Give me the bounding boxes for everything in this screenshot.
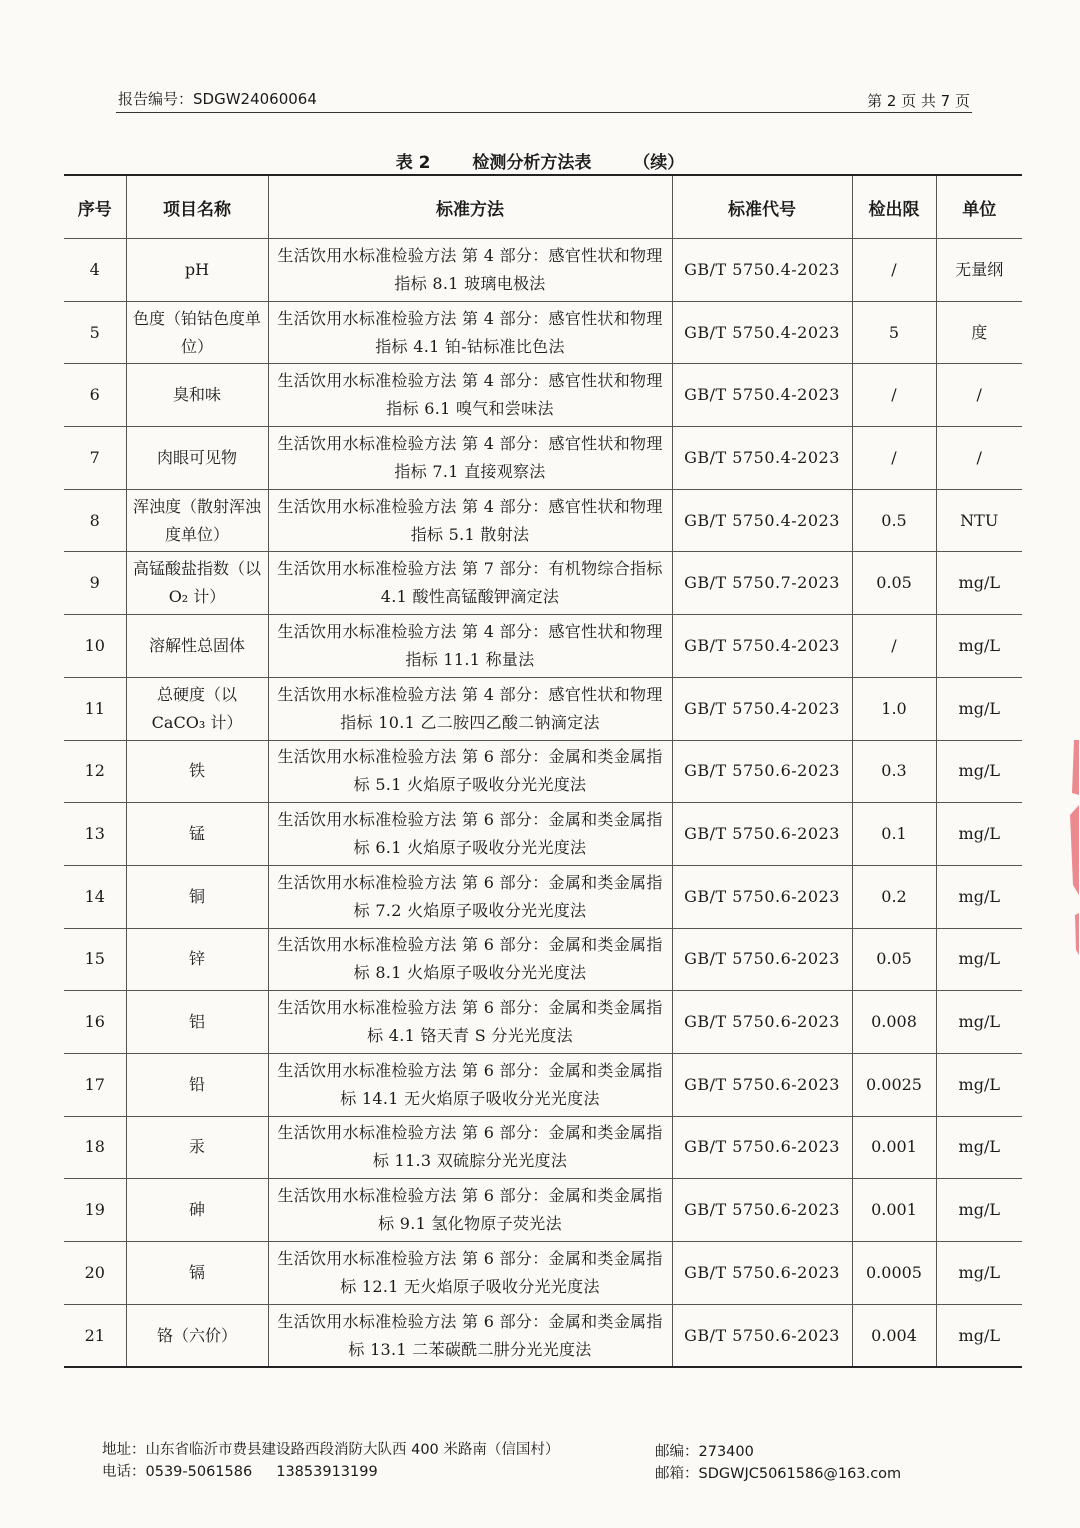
cell-row-number: 14 [64,865,126,928]
cell-unit: mg/L [936,1053,1022,1116]
table-row [64,301,1022,364]
cell-method: 生活饮用水标准检验方法 第 7 部分：有机物综合指标 4.1 酸性高锰酸钾滴定法 [268,552,672,615]
cell-unit: mg/L [936,1242,1022,1305]
cell-item-name: 汞 [126,1116,268,1179]
cell-unit: mg/L [936,865,1022,928]
cell-unit: mg/L [936,615,1022,678]
cell-method: 生活饮用水标准检验方法 第 6 部分：金属和类金属指标 4.1 铬天青 S 分光光度法 [268,991,672,1054]
cell-limit: 0.5 [852,489,936,552]
cell-unit: / [936,427,1022,490]
table-header-row [64,175,1022,239]
cell-item-name: 色度（铂钴色度单位） [126,301,268,364]
cell-code: GB/T 5750.4-2023 [672,489,852,552]
cell-method: 生活饮用水标准检验方法 第 4 部分：感官性状和物理指标 7.1 直接观察法 [268,427,672,490]
cell-limit: 0.008 [852,991,936,1054]
table-row [64,1179,1022,1242]
cell-method: 生活饮用水标准检验方法 第 6 部分：金属和类金属指标 14.1 无火焰原子吸收分光光度法 [268,1053,672,1116]
col-header-limit: 检出限 [852,175,936,239]
cell-item-name: pH [126,239,268,302]
cell-row-number: 7 [64,427,126,490]
cell-row-number: 19 [64,1179,126,1242]
cell-item-name: 锰 [126,803,268,866]
cell-code: GB/T 5750.6-2023 [672,740,852,803]
cell-item-name: 臭和味 [126,364,268,427]
cell-row-number: 9 [64,552,126,615]
cell-item-name: 锌 [126,928,268,991]
cell-limit: 0.0005 [852,1242,936,1305]
cell-method: 生活饮用水标准检验方法 第 4 部分：感官性状和物理指标 8.1 玻璃电极法 [268,239,672,302]
cell-method: 生活饮用水标准检验方法 第 6 部分：金属和类金属指标 11.3 双硫腙分光光度法 [268,1116,672,1179]
cell-method: 生活饮用水标准检验方法 第 4 部分：感官性状和物理指标 6.1 嗅气和尝味法 [268,364,672,427]
cell-item-name: 砷 [126,1179,268,1242]
cell-method: 生活饮用水标准检验方法 第 6 部分：金属和类金属指标 12.1 无火焰原子吸收分光光度法 [268,1242,672,1305]
col-header-code: 标准代号 [672,175,852,239]
table-caption [0,148,1080,173]
cell-limit: / [852,615,936,678]
cell-unit: mg/L [936,991,1022,1054]
table-row [64,1053,1022,1116]
cell-item-name: 镉 [126,1242,268,1305]
cell-limit: / [852,364,936,427]
cell-method: 生活饮用水标准检验方法 第 4 部分：感官性状和物理指标 4.1 铂-钴标准比色法 [268,301,672,364]
table-row [64,865,1022,928]
footer-address: 地址：山东省临沂市费县建设路西段消防大队西 400 米路南（信国村） [102,1442,560,1458]
cell-row-number: 8 [64,489,126,552]
table-title: 检测分析方法表 [472,153,592,173]
table-row [64,991,1022,1054]
cell-method: 生活饮用水标准检验方法 第 6 部分：金属和类金属指标 5.1 火焰原子吸收分光光度法 [268,740,672,803]
footer-phone-label: 电话：0539-5061586 [102,1464,253,1480]
cell-item-name: 肉眼可见物 [126,427,268,490]
cell-code: GB/T 5750.6-2023 [672,865,852,928]
cell-unit: 度 [936,301,1022,364]
col-header-method: 标准方法 [268,175,672,239]
header-rule [116,112,972,113]
cell-item-name: 高锰酸盐指数（以 O₂ 计） [126,552,268,615]
cell-limit: 5 [852,301,936,364]
table-row [64,239,1022,302]
cell-row-number: 4 [64,239,126,302]
cell-code: GB/T 5750.4-2023 [672,427,852,490]
cell-item-name: 铝 [126,991,268,1054]
cell-limit: / [852,427,936,490]
cell-unit: mg/L [936,1304,1022,1367]
col-header-no: 序号 [64,175,126,239]
cell-unit: mg/L [936,740,1022,803]
cell-method: 生活饮用水标准检验方法 第 4 部分：感官性状和物理指标 11.1 称量法 [268,615,672,678]
seal-stamp-fragment [1066,735,1080,960]
cell-code: GB/T 5750.6-2023 [672,1242,852,1305]
table-row [64,1304,1022,1367]
table-row [64,677,1022,740]
cell-row-number: 17 [64,1053,126,1116]
cell-limit: 0.001 [852,1179,936,1242]
cell-limit: 0.0025 [852,1053,936,1116]
cell-limit: 0.004 [852,1304,936,1367]
cell-code: GB/T 5750.4-2023 [672,239,852,302]
page-indicator: 第 2 页 共 7 页 [867,92,970,110]
cell-row-number: 16 [64,991,126,1054]
table-row [64,489,1022,552]
cell-unit: mg/L [936,1116,1022,1179]
cell-limit: 0.001 [852,1116,936,1179]
table-row [64,740,1022,803]
cell-code: GB/T 5750.6-2023 [672,1053,852,1116]
cell-code: GB/T 5750.6-2023 [672,991,852,1054]
cell-code: GB/T 5750.7-2023 [672,552,852,615]
table-row [64,427,1022,490]
cell-item-name: 总硬度（以 CaCO₃ 计） [126,677,268,740]
cell-method: 生活饮用水标准检验方法 第 6 部分：金属和类金属指标 6.1 火焰原子吸收分光光度法 [268,803,672,866]
cell-limit: 0.3 [852,740,936,803]
cell-unit: mg/L [936,677,1022,740]
table-row [64,364,1022,427]
cell-code: GB/T 5750.4-2023 [672,301,852,364]
cell-unit: mg/L [936,1179,1022,1242]
footer-mobile: 13853913199 [276,1464,378,1480]
cell-unit: / [936,364,1022,427]
cell-code: GB/T 5750.6-2023 [672,1116,852,1179]
cell-row-number: 15 [64,928,126,991]
cell-row-number: 21 [64,1304,126,1367]
cell-row-number: 10 [64,615,126,678]
cell-code: GB/T 5750.6-2023 [672,1304,852,1367]
cell-row-number: 5 [64,301,126,364]
cell-method: 生活饮用水标准检验方法 第 6 部分：金属和类金属指标 8.1 火焰原子吸收分光光度法 [268,928,672,991]
footer-phone [102,1460,378,1481]
col-header-unit: 单位 [936,175,1022,239]
cell-row-number: 11 [64,677,126,740]
col-header-item: 项目名称 [126,175,268,239]
cell-limit: 0.2 [852,865,936,928]
cell-method: 生活饮用水标准检验方法 第 4 部分：感官性状和物理指标 10.1 乙二胺四乙酸二钠滴定法 [268,677,672,740]
cell-item-name: 铅 [126,1053,268,1116]
cell-unit: mg/L [936,552,1022,615]
cell-unit: mg/L [936,803,1022,866]
cell-limit: 0.1 [852,803,936,866]
cell-unit: NTU [936,489,1022,552]
cell-unit: 无量纲 [936,239,1022,302]
table-number: 表 2 [395,153,431,173]
cell-code: GB/T 5750.6-2023 [672,1179,852,1242]
cell-row-number: 12 [64,740,126,803]
cell-item-name: 铜 [126,865,268,928]
cell-item-name: 溶解性总固体 [126,615,268,678]
cell-code: GB/T 5750.4-2023 [672,615,852,678]
footer-email: 邮箱：SDGWJC5061586@163.com [655,1466,902,1482]
table-row [64,803,1022,866]
cell-row-number: 20 [64,1242,126,1305]
cell-row-number: 13 [64,803,126,866]
report-number: 报告编号：SDGW24060064 [118,90,317,108]
table-row [64,552,1022,615]
cell-code: GB/T 5750.6-2023 [672,803,852,866]
cell-row-number: 18 [64,1116,126,1179]
footer-postcode: 邮编：273400 [655,1444,754,1460]
table-row [64,615,1022,678]
cell-method: 生活饮用水标准检验方法 第 6 部分：金属和类金属指标 9.1 氢化物原子荧光法 [268,1179,672,1242]
table-row [64,928,1022,991]
cell-unit: mg/L [936,928,1022,991]
cell-limit: 0.05 [852,928,936,991]
cell-limit: / [852,239,936,302]
cell-item-name: 浑浊度（散射浑浊度单位） [126,489,268,552]
table-row [64,1116,1022,1179]
cell-code: GB/T 5750.4-2023 [672,364,852,427]
cell-item-name: 铬（六价） [126,1304,268,1367]
cell-limit: 0.05 [852,552,936,615]
cell-code: GB/T 5750.6-2023 [672,928,852,991]
table-continued: （续） [633,153,685,173]
table-row [64,1242,1022,1305]
cell-item-name: 铁 [126,740,268,803]
cell-code: GB/T 5750.4-2023 [672,677,852,740]
cell-limit: 1.0 [852,677,936,740]
cell-method: 生活饮用水标准检验方法 第 6 部分：金属和类金属指标 13.1 二苯碳酰二肼分光光度法 [268,1304,672,1367]
cell-method: 生活饮用水标准检验方法 第 4 部分：感官性状和物理指标 5.1 散射法 [268,489,672,552]
method-table [64,174,1022,1368]
cell-method: 生活饮用水标准检验方法 第 6 部分：金属和类金属指标 7.2 火焰原子吸收分光光度法 [268,865,672,928]
cell-row-number: 6 [64,364,126,427]
